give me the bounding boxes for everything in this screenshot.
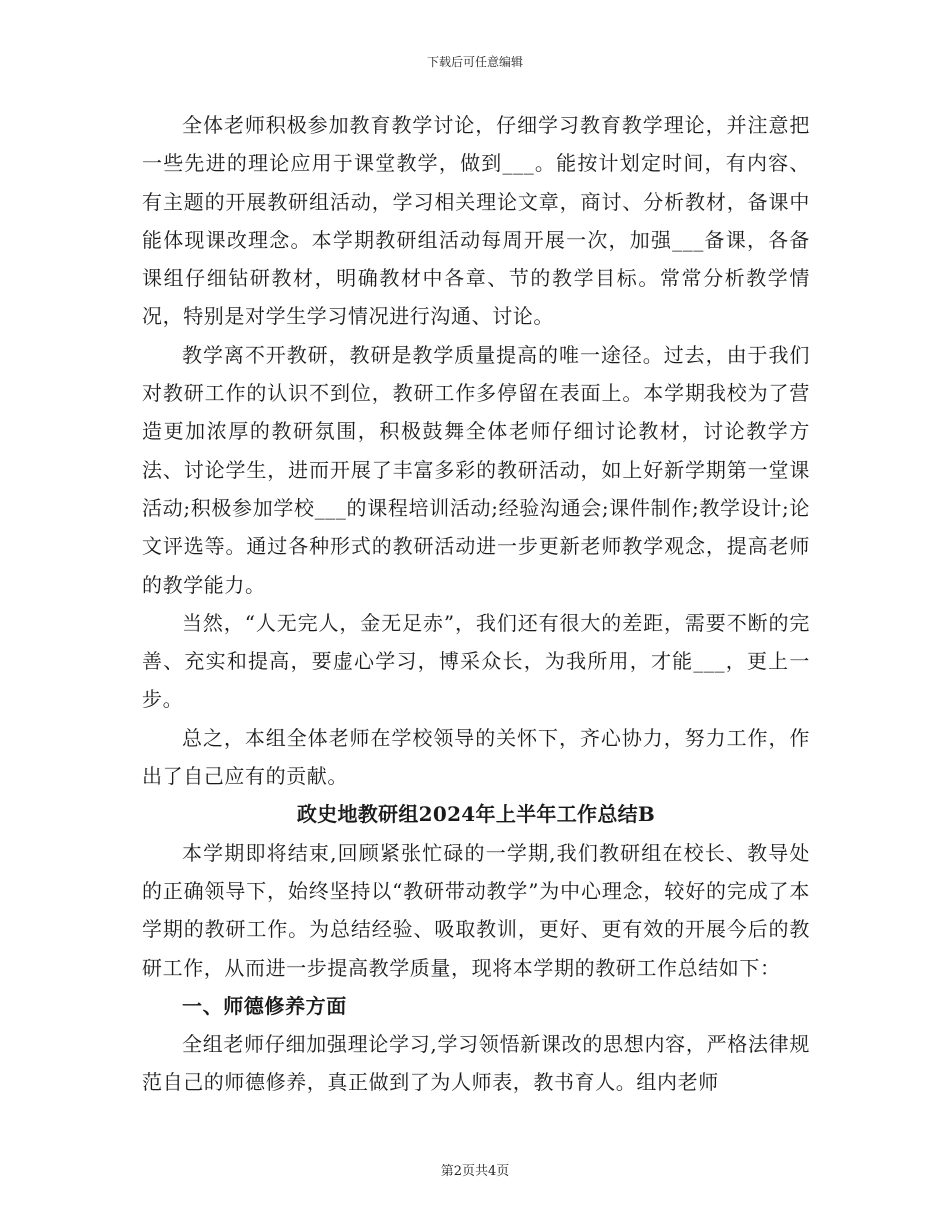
page-footer: 第2页共4页 <box>440 1164 510 1179</box>
section-title: 政史地教研组2024年上半年工作总结B <box>296 802 656 827</box>
body-paragraph: 总之，本组全体老师在学校领导的关怀下，齐心协力，努力工作，作出了自己应有的贡献。 <box>142 725 810 789</box>
body-paragraph: 教学离不开教研，教研是教学质量提高的唯一途径。过去，由于我们对教研工作的认识不到位，教研工作多停留在表面上。本学期我校为了营造更加浓厚的教研氛围，积极鼓舞全体老师仔细讨论教材，讨论教学方法、讨论学生，进而开展了丰富多彩的教研活动，如上好新学期第一堂课活动;积极参加学校___的课程培训活动;经验沟通会;课件制作;教学设计;论文评选等。通过各种形式的教研活动进一步更新老师教学观念，提高老师的教学能力。 <box>142 342 810 597</box>
document-body <box>142 106 810 1102</box>
subheading: 一、师德修养方面 <box>182 993 347 1018</box>
body-paragraph: 全组老师仔细加强理论学习,学习领悟新课改的思想内容，严格法律规范自己的师德修养，真正做到了为人师表，教书育人。组内老师 <box>142 1032 810 1095</box>
page-header: 下载后可任意编辑 <box>426 55 523 69</box>
body-paragraph: 本学期即将结束,回顾紧张忙碌的一学期,我们教研组在校长、教导处的正确领导下，始终坚持以“教研带动教学”为中心理念，较好的完成了本学期的教研工作。为总结经验、吸取教训，更好、更有效的开展今后的教研工作，从而进一步提高教学质量，现将本学期的教研工作总结如下： <box>142 840 810 980</box>
body-paragraph: 全体老师积极参加教育教学讨论，仔细学习教育教学理论，并注意把一些先进的理论应用于课堂教学，做到___。能按计划定时间，有内容、有主题的开展教研组活动，学习相关理论文章，商讨、分析教材，备课中能体现课改理念。本学期教研组活动每周开展一次，加强___备课，各备课组仔细钻研教材，明确教材中各章、节的教学目标。常常分析教学情况，特别是对学生学习情况进行沟通、讨论。 <box>142 113 810 329</box>
body-paragraph: 当然，“人无完人，金无足赤”，我们还有很大的差距，需要不断的完善、充实和提高，要虚心学习，博采众长，为我所用，才能___，更上一步。 <box>142 610 810 712</box>
